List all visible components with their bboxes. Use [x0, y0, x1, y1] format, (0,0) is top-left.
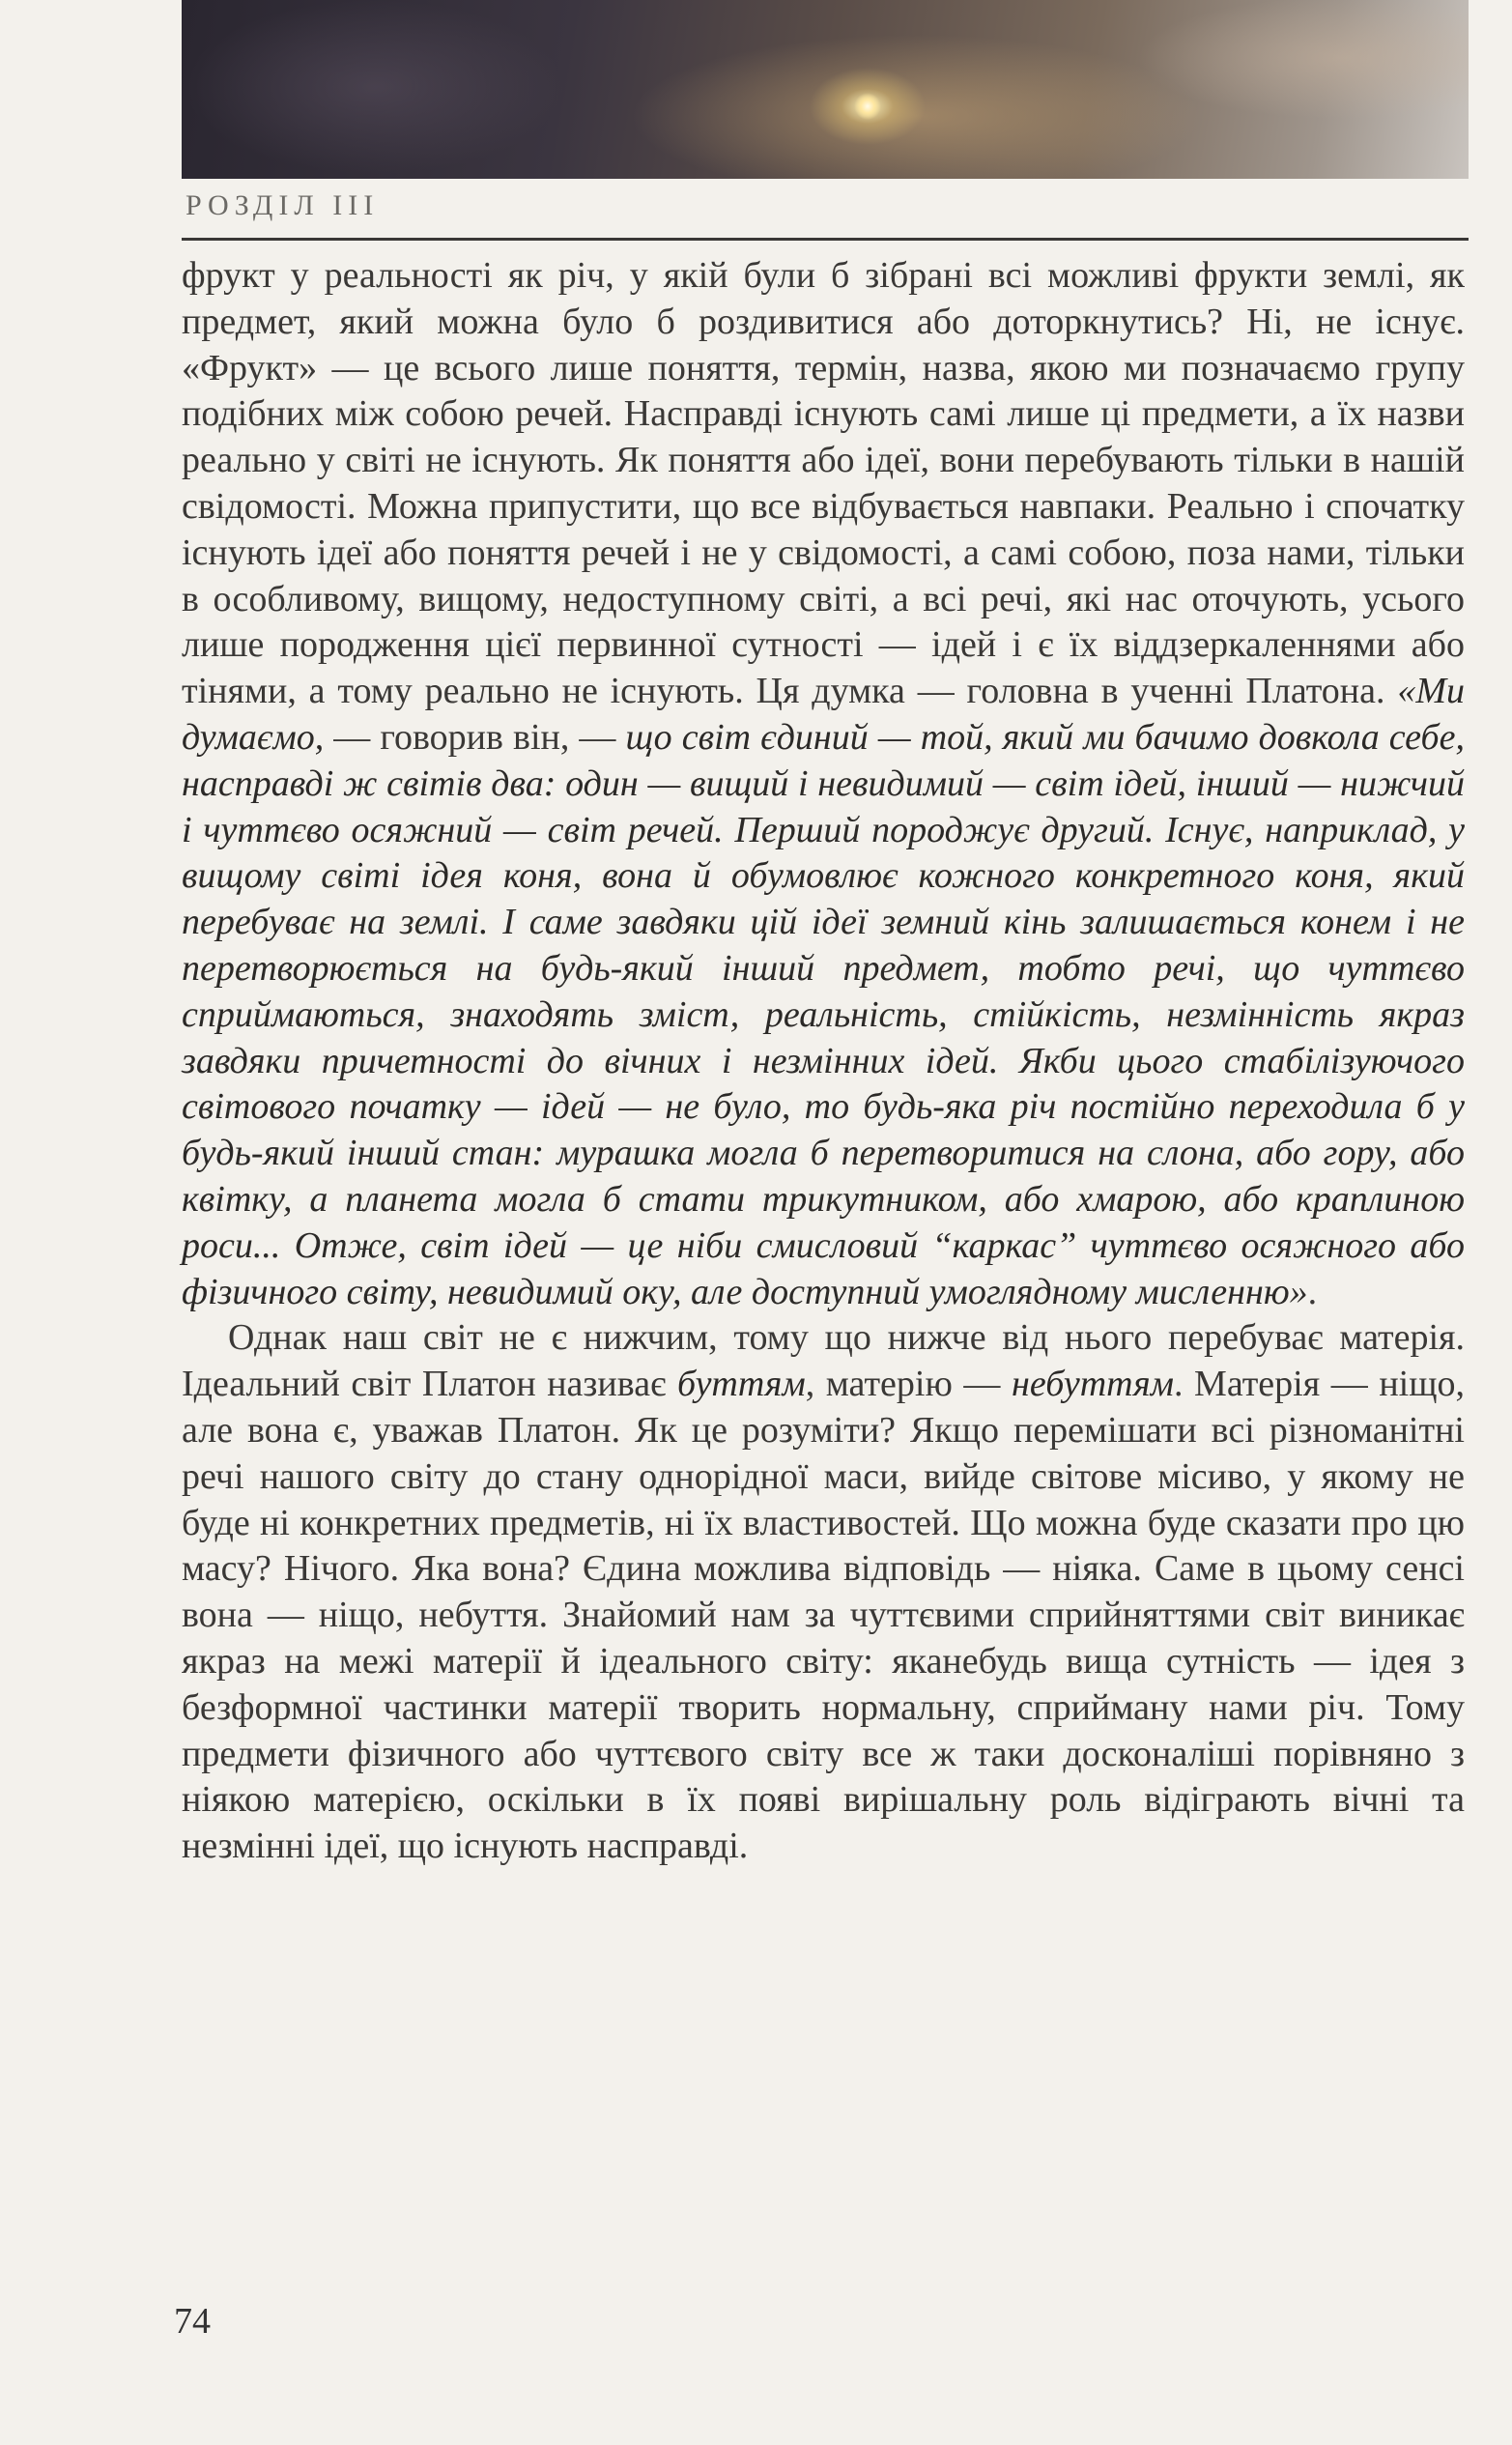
paragraph-2-c: , матерію — [805, 1364, 1012, 1405]
term-nebuttya: небуттям [1012, 1364, 1174, 1405]
paragraph-1-plain: фрукт у реальності як річ, у якій були б зібрані всі можливі фрукти землі, як предмет, який можна було б роздивитися або доторкнутись? Ні, не існує. «Фрукт» — це всього лише поняття, термін, назва, якою ми позначаємо групу подібних між собою речей. Насправді існують самі лише ці предмети, а їх назви реально у світі не існують. Як поняття або ідеї, вони перебувають тільки в нашій свідомості. Можна припустити, що все відбувається навпаки. Реально і спочатку існують ідеї або поняття речей і не у свідомості, а самі собою, поза нами, тільки в особливому, вищому, недоступному світі, а всі речі, які нас оточують, усього лише породження цієї первинної сутності — ідей і є їх віддзеркаленнями або тінями, а тому реально не існують. Ця думка — головна в ученні Платона. [182, 255, 1465, 712]
galaxy-banner-image [182, 0, 1469, 179]
platon-quote: що світ єдиний — той, який ми бачимо довкола себе, насправді ж світів два: один — вищий і невидимий — світ ідей, інший — нижчий і чуттєво осяжний — світ речей. Перший породжує другий. Існує, наприклад, у вищому світі ідея коня, вона й обумовлює кожного конкретного коня, який перебуває на землі. І саме завдяки цій ідеї земний кінь залишається конем і не перетворюється на будь-який інший предмет, тобто речі, що чуттєво сприймаються, знаходять зміст, реальність, стійкість, незмінність якраз завдяки причетності до вічних і незмінних ідей. Якби цього стабілізуючого світового початку — ідей — не було, то будь-яка річ постійно переходила б у будь-який інший стан: мурашка могла б перетворитися на слона, або гору, або квітку, а планета могла б стати трикутником, або хмарою, або краплиною роси... Отже, світ ідей — це ніби смисловий “каркас” чуттєво осяжного або фізичного світу, невидимий оку, але доступний умоглядному мисленню» [182, 716, 1465, 1312]
paragraph-2-e: . Матерія — ніщо, але вона є, уважав Платон. Як це розуміти? Якщо перемішати всі різноманітні речі нашого світу до стану однорідної маси, вийде світове місиво, у якому не буде ні конкретних предметів, ні їх властивостей. Що можна буде сказати про цю масу? Нічого. Яка вона? Єдина можлива відповідь — ніяка. Саме в цьому сенсі вона — ніщо, небуття. Знайомий нам за чуттєвими сприйняттями світ виникає якраз на межі матерії й ідеального світу: яканебудь вища сутність — ідея з безформної частинки матерії творить нормальну, сприйману нами річ. Тому предмети фізичного або чуттєвого світу все ж таки досконаліші порівняно з ніякою матерією, оскільки в їх появі вирішальну роль відіграють вічні та незмінні ідеї, що існують насправді. [182, 1364, 1465, 1867]
header-rule [182, 238, 1469, 241]
term-buttya: буттям [676, 1364, 806, 1405]
paragraph-2 [182, 1315, 1465, 1870]
paragraph-1-end: . [1307, 1271, 1318, 1312]
paragraph-1 [182, 253, 1465, 1315]
star-glow [854, 93, 881, 120]
paragraph-2-a: Однак наш світ не є нижчим, тому що нижче від нього перебуває матерія. Ідеальний світ Платон називає [182, 1317, 1465, 1405]
quote-start: «Ми думаємо, [182, 671, 1465, 758]
page-number: 74 [174, 2301, 211, 2342]
section-label: РОЗДІЛ III [185, 189, 380, 221]
quote-attribution: — говорив він, — [333, 716, 616, 758]
body-text [182, 253, 1465, 1870]
